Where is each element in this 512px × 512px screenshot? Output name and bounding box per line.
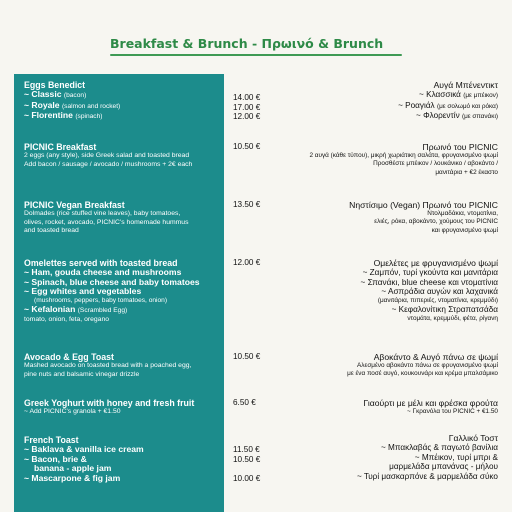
description: Αλεσμένο αβοκάντο πάνω σε φρυγανισμένο ψωμί [357,362,498,369]
menu-item: ~ Ζαμπόν, τυρί γκούντα και μανιτάρια [362,268,498,277]
vegan-breakfast-price [233,200,283,210]
menu-item: ~ Classic (bacon) [24,89,87,99]
section-title: Avocado & Egg Toast [24,352,114,362]
description: ντομάτα, κρεμμύδι, φέτα, ρίγανη [407,314,498,322]
menu-item: ~ Κεφαλονίτικη Στραπατσάδα [391,305,498,315]
picnic-breakfast-gr [278,142,498,177]
eggs-benedict-en [24,80,224,122]
section-title: PICNIC Breakfast [24,142,97,152]
omelettes-en [24,258,224,324]
price: 14.00 € [233,93,261,102]
french-toast-gr [278,433,498,481]
description: pine nuts and balsamic vinegar drizzle [24,370,140,378]
page-title: Breakfast & Brunch - Πρωινό & Brunch [110,36,384,51]
section-title: Ομελέτες με φρυγανισμένο ψωμί [373,258,498,268]
description: Add bacon / sausage / avocado / mushrooms + 2€ each [24,160,193,168]
price: 11.50 € [233,445,260,454]
greek-yoghurt-gr [278,398,498,416]
avocado-toast-price [233,352,283,362]
price: 17.00 € [233,102,261,112]
price: 10.00 € [233,473,261,483]
french-toast-en [24,435,224,483]
section-title: Αυγά Μπένεντικτ [433,80,498,90]
section-title: Eggs Benedict [24,80,86,90]
menu-item: ~ Σπανάκι, blue cheese και ντοματίνια [360,277,498,287]
menu-item: ~ Egg whites and vegetables [24,286,142,297]
menu-item: ~ Μπέικον, τυρί μπρι & [414,452,498,462]
avocado-toast-gr [278,352,498,379]
item-note: (mushrooms, peppers, baby tomatoes, onion) [34,296,168,304]
title-underline [110,54,402,56]
menu-item: ~ Spinach, blue cheese and baby tomatoes [24,276,200,287]
price: 10.50 € [233,352,261,361]
omelettes-gr [278,258,498,323]
description: Προσθέστε μπέικον / λουκάνικο / αβοκάντο / [373,160,498,168]
menu-item: ~ Baklava & vanilla ice cream [24,444,144,454]
description: tomato, onion, feta, oregano [24,315,110,323]
section-title: Omelettes served with toasted bread [24,258,178,268]
menu-item: ~ Μπακλαβάς & παγωτό βανίλια [380,443,498,452]
description: 2 eggs (any style), side Greek salad and toasted bread [24,152,190,159]
item-note: (μανιτάρια, πιπεριές, ντοματίνια, κρεμμύδι) [377,296,498,304]
eggs-benedict-prices [233,93,283,122]
description: olives, rocket, avocado, PICNIC's homemade hummus [24,218,189,226]
french-toast-prices [233,445,283,483]
section-title: Greek Yoghurt with honey and fresh fruit [24,398,195,408]
menu-item: ~ Τυρί μασκαρπόνε & μαρμελάδα σύκο [357,471,498,481]
picnic-breakfast-en [24,142,224,169]
description: ελιές, ρόκα, αβοκάντο, χούμους του PICNIC [374,218,498,226]
menu-item: ~ Kefalonian (Scrambled Egg) [24,304,128,315]
price: 12.00 € [233,258,261,267]
menu-item: ~ Mascarpone & fig jam [24,472,121,483]
description: ~ Γκρανόλα του PICNIC + €1.50 [407,408,498,415]
description: ~ Add PICNIC's granola + €1.50 [24,408,121,415]
section-title: PICNIC Vegan Breakfast [24,200,125,210]
picnic-breakfast-price [233,142,283,152]
vegan-breakfast-en [24,200,224,236]
menu-item: μαρμελάδα μπανάνας - μήλου [389,462,498,472]
eggs-benedict-gr [278,80,498,122]
price: 6.50 € [233,398,256,407]
section-title: Αβοκάντο & Αυγό πάνω σε ψωμί [373,352,498,362]
description: Ντολμαδάκια, ντοματίνια, [427,210,498,217]
section-title: Νηστίσιμο (Vegan) Πρωινό του PICNIC [349,200,498,210]
menu-item: banana - apple jam [34,463,112,474]
price: 10.50 € [233,142,261,151]
price: 10.50 € [233,454,261,464]
description: μανιτάρια + €2 έκαστο [435,168,498,176]
section-title: Γαλλικό Τοστ [448,433,498,443]
menu-item: ~ Florentine (spinach) [24,110,103,121]
menu-item: ~ Κλασσικά (με μπέικον) [419,90,498,99]
avocado-toast-en [24,352,224,379]
menu-item: ~ Royale (salmon and rocket) [24,99,121,110]
greek-yoghurt-en [24,398,224,417]
vegan-breakfast-gr [278,200,498,235]
price: 13.50 € [233,200,261,209]
description: and toasted bread [24,227,79,235]
section-title: French Toast [24,435,79,445]
price: 12.00 € [233,112,261,122]
description: Dolmades (rice stuffed vine leaves), baby tomatoes, [24,210,181,217]
menu-item: ~ Ροαγιάλ (με σολωμό και ρόκα) [398,100,498,110]
greek-yoghurt-price [233,398,283,408]
menu-item: ~ Bacon, brie & [24,453,87,464]
omelettes-price [233,258,283,268]
menu-item: ~ Ασπράδια αυγών και λαχανικά [381,287,498,297]
section-title: Πρωινό του PICNIC [422,142,498,152]
menu-item: ~ Ham, gouda cheese and mushrooms [24,267,182,277]
description: Mashed avocado on toasted bread with a poached egg, [24,362,192,369]
price [233,464,283,474]
section-title: Γιαούρτι με μέλι και φρέσκα φρούτα [363,398,498,408]
description: 2 αυγά (κάθε τύπου), μικρή χωριάτικη σαλάτα, φρυγανισμένο ψωμί [309,152,498,159]
menu-item: ~ Φλορεντίν (με σπανάκι) [416,111,498,121]
description: και φρυγανισμένο ψωμί [431,226,498,234]
description: με ένα ποσέ αυγό, κουκουνάρι και κρέμα μπαλσάμικο [347,370,498,378]
